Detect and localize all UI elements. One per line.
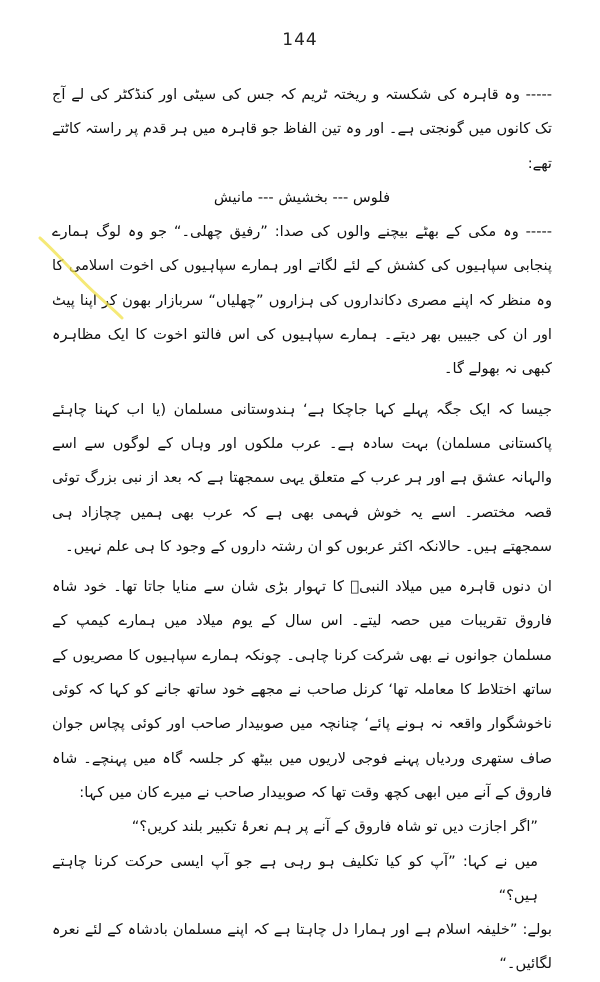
paragraph-corn-sellers: ----- وہ مکی کے بھٹے بیچنے والوں کی صدا: ”رفیق چھلی۔“ جو وہ لوگ ہمارے پنجابی سپاہیوں کی کشش کے لئے لگاتے اور ہمارے سپاہیوں کی اخوت اسلامی کا وہ منظر کہ اپنے مصری دکانداروں کی ہزاروں ”چھلیاں“ سربازار بھون کر اپنا پیٹ اور ان کی جیبیں بھر دیتے۔ ہمارے سپاہیوں کی اس فالتو اخوت کا ایک مظاہرہ کبھی نہ بھولے گا۔ <box>52 223 552 378</box>
quote-subedar-answer: بولے: ”خلیفہ اسلام ہے اور ہمارا دل چاہتا ہے کہ اپنے مسلمان بادشاہ کے لئے نعرہ لگائیں۔“ <box>52 921 552 973</box>
paragraph-tram-memory: ----- وہ قاہرہ کی شکستہ و ریختہ ٹریم کہ جس کی سیٹی اور کنڈکٹر کی لے آج تک کانوں میں گونجتی ہے۔ اور وہ تین الفاظ جو قاہرہ میں ہر قدم پر راستہ کاٹتے تھے: <box>52 86 552 172</box>
quote-author-reply: میں نے کہا: ”آپ کو کیا تکلیف ہو رہی ہے جو آپ ایسی حرکت کرنا چاہتے ہیں؟“ <box>52 852 538 904</box>
page-body <box>52 78 552 982</box>
page-number: 144 <box>282 30 318 50</box>
three-words-line: فلوس --- بخشیش --- مانیش <box>213 188 391 206</box>
quote-subedar-question: ”اگر اجازت دیں تو شاہ فاروق کے آنے پر ہم نعرۂ تکبیر بلند کریں؟“ <box>131 818 538 836</box>
paragraph-indian-muslims: جیسا کہ ایک جگہ پہلے کہا جاچکا ہے‘ ہندوستانی مسلمان (یا اب کہنا چاہئے پاکستانی مسلمان) بہت سادہ ہے۔ عرب ملکوں اور وہاں کے لوگوں سے اسے والہانہ عشق ہے اور ہر عرب کے متعلق یہی سمجھتا ہے کہ بعد از نبی بزرگ توئی قصہ مختصر۔ اسے یہ خوش فہمی بھی ہے کہ عرب بھی ہمیں چچازاد ہی سمجھتے ہیں۔ حالانکہ اکثر عربوں کو ان رشتہ داروں کے وجود کا ہی علم نہیں۔ <box>52 400 552 555</box>
paragraph-milad-cairo: ان دنوں قاہرہ میں میلاد النبیؐ کا تہوار بڑی شان سے منایا جاتا تھا۔ خود شاہ فاروق تقریبات میں حصہ لیتے۔ اس سال کے یوم میلاد میں ہمارے کیمپ کے مسلمان جوانوں نے بھی شرکت کرنا چاہی۔ چونکہ ہمارے سپاہیوں کا مصریوں کے ساتھ اختلاط کا معاملہ تھا‘ کرنل صاحب نے مجھے خود ساتھ جانے کو کہا کہ کوئی ناخوشگوار واقعہ نہ ہونے پائے‘ چنانچہ میں صوبیدار صاحب اور کوئی پچاس جوان صاف ستھری وردیاں پہنے فوجی لاریوں میں بیٹھ کر جلسہ گاہ میں پہنچے۔ شاہ فاروق کے آنے میں ابھی کچھ وقت تھا کہ صوبیدار صاحب نے میرے کان میں کہا: <box>52 578 552 801</box>
